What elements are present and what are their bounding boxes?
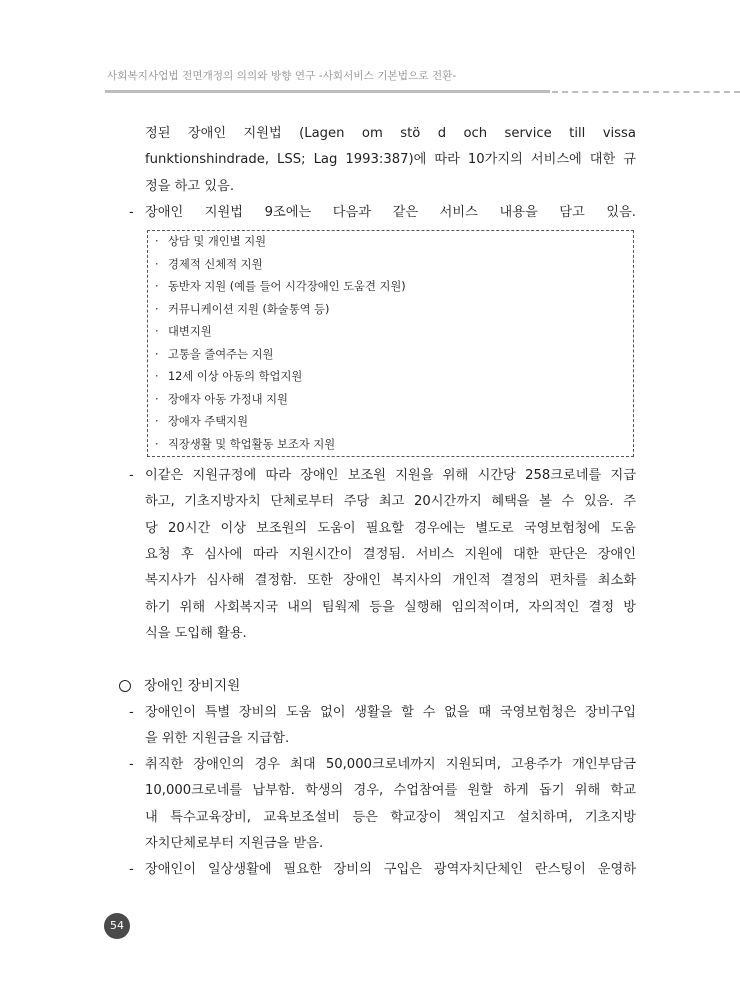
list-item — [155, 276, 633, 299]
bullet-dot: · — [155, 415, 159, 429]
list-item-text: 커뮤니케이션 지원 (화술통역 등) — [168, 302, 330, 316]
list-item — [155, 254, 633, 277]
bullet-dot: · — [155, 347, 159, 361]
section-heading-equipment — [118, 673, 636, 699]
bullet-assistant — [118, 463, 636, 647]
dash-marker: - — [129, 757, 134, 773]
bullet-dot: · — [155, 257, 159, 271]
list-item-text: 장애자 주택지원 — [168, 415, 248, 429]
list-item — [155, 231, 633, 254]
text-line: 장애인이 일상생활에 필요한 장비의 구입은 광역자치단체인 란스팅이 운영하 — [145, 862, 636, 878]
page-body — [118, 121, 636, 884]
bullet-equipment-2 — [118, 752, 636, 857]
bullet-dot: · — [155, 235, 159, 249]
dash-marker: - — [129, 204, 134, 220]
list-item — [155, 299, 633, 322]
list-item-text: 동반자 지원 (예를 들어 시각장애인 도움견 지원) — [168, 280, 406, 294]
text-line: 을 위한 지원금을 지급함. — [145, 730, 290, 746]
list-item — [155, 321, 633, 344]
list-item-text: 12세 이상 아동의 학업지원 — [168, 370, 303, 384]
text-line: 하고, 기초지방자치 단체로부터 주당 최고 20시간까지 혜택을 볼 수 있음. 주 — [145, 494, 636, 510]
text-line: 내 특수교육장비, 교육보조설비 등은 학교장이 책임지고 설치하며, 기초지방 — [145, 809, 636, 825]
list-item — [155, 389, 633, 412]
text-line: 10,000크로네를 납부함. 학생의 경우, 수업참여를 원할 하게 돕기 위해 학교 — [145, 783, 636, 799]
bullet-dot: · — [155, 302, 159, 316]
text-line: 장애인이 특별 장비의 도움 없이 생활을 할 수 없을 때 국영보험청은 장비구입 — [145, 704, 636, 720]
header-dashed-rule — [552, 91, 740, 93]
dash-marker: - — [129, 704, 134, 720]
text-line: 요청 후 심사에 따라 지원시간이 결정됨. 서비스 지원에 대한 판단은 장애인 — [145, 547, 636, 563]
bullet-dot: · — [155, 370, 159, 384]
text-line: 식을 도입해 활용. — [145, 625, 247, 641]
bullet-services — [118, 200, 636, 226]
bullet-dot: · — [155, 437, 159, 451]
text-line: 정을 하고 있음. — [145, 178, 235, 194]
dash-marker: - — [129, 468, 134, 484]
bullet-equipment-1 — [118, 700, 636, 753]
list-item-text: 경제적 신체적 지원 — [168, 257, 263, 271]
bullet-dot: · — [155, 280, 159, 294]
list-item — [155, 366, 633, 389]
header-rule — [105, 90, 550, 93]
text-line: 자치단체로부터 지원금을 받음. — [145, 836, 324, 852]
dash-marker: - — [129, 862, 134, 878]
list-item — [155, 344, 633, 367]
text-line: 복지사가 심사해 결정함. 또한 장애인 복지사의 개인적 결정의 편차를 최소화 — [145, 573, 636, 589]
text-line: 장애인 지원법 9조에는 다음과 같은 서비스 내용을 담고 있음. — [145, 204, 636, 220]
text-line: 당 20시간 이상 보조원의 도움이 필요할 경우에는 별도로 국영보험청에 도움 — [145, 520, 636, 536]
list-item-text: 직장생활 및 학업활동 보조자 지원 — [168, 437, 336, 451]
list-item-text: 상담 및 개인별 지원 — [168, 235, 267, 249]
list-item-text: 대변지원 — [168, 325, 212, 339]
list-item — [155, 411, 633, 434]
section-title: 장애인 장비지원 — [144, 678, 241, 695]
text-line: funktionshindrade, LSS; Lag 1993:387)에 따라 10가지의 서비스에 대한 규 — [145, 152, 636, 168]
text-line: 취직한 장애인의 경우 최대 50,000크로네까지 지원되며, 고용주가 개인부담금 — [145, 757, 636, 773]
text-line: 하기 위해 사회복지국 내의 팀웍제 등을 실행해 임의적이며, 자의적인 결정 방 — [145, 599, 636, 615]
list-item — [155, 434, 633, 457]
list-item-text: 고통을 줄여주는 지원 — [168, 347, 274, 361]
text-line: 정된 장애인 지원법 (Lagen om stö d och service till vissa — [145, 126, 636, 141]
bullet-equipment-3 — [118, 857, 636, 883]
bullet-dot: · — [155, 325, 159, 339]
intro-paragraph — [118, 121, 636, 200]
text-line: 이같은 지원규정에 따라 장애인 보조원 지원을 위해 시간당 258크로네를 지급 — [145, 468, 636, 484]
bullet-dot: · — [155, 392, 159, 406]
page-number: 54 — [104, 913, 130, 939]
list-item-text: 장애자 아동 가정내 지원 — [168, 392, 288, 406]
service-list-box — [147, 230, 634, 457]
running-header: 사회복지사업법 전면개정의 의의와 방향 연구 -사회서비스 기본법으로 전환- — [107, 70, 457, 82]
circle-bullet-icon — [119, 680, 131, 692]
